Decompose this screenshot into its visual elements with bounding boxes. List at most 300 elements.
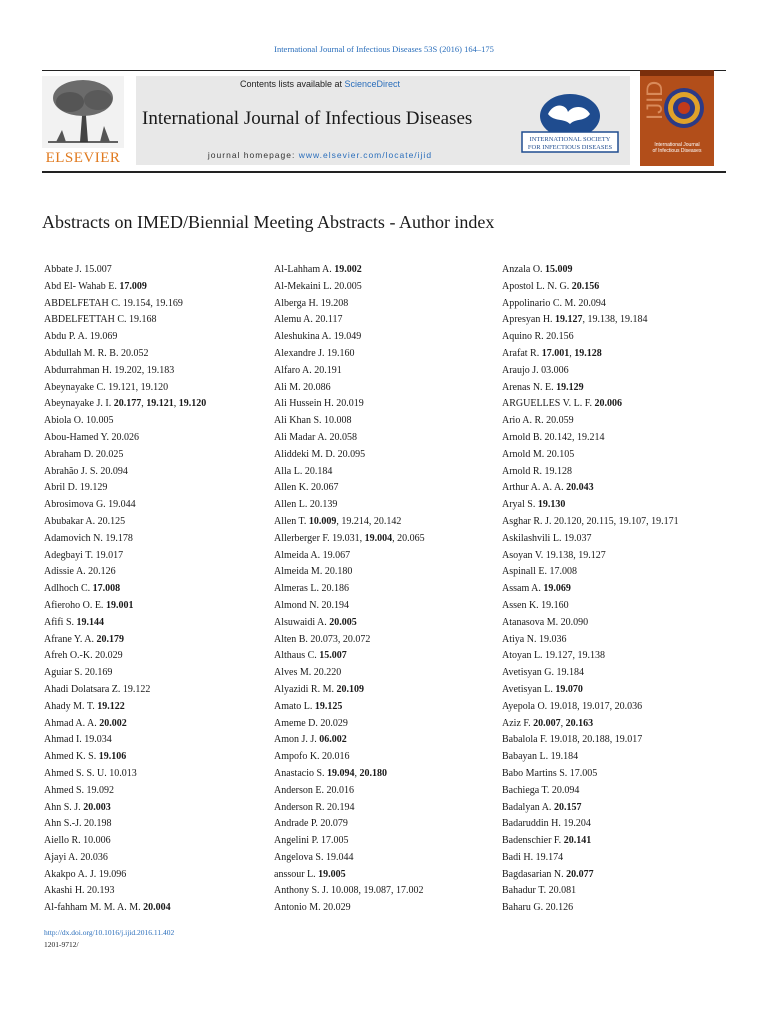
entry-text: Abdullah M. R. B. 20.052 — [44, 347, 149, 359]
entry-text: Babo Martins S. 17.005 — [502, 767, 598, 779]
index-entry — [44, 783, 264, 800]
entry-text: Adamovich N. 19.178 — [44, 532, 133, 544]
abstract-number-bold: 20.163 — [565, 717, 594, 729]
contents-prefix: Contents lists available at — [239, 79, 345, 89]
index-entry — [274, 900, 496, 917]
index-entry — [502, 497, 724, 514]
entry-text: Ahadi Dolatsara Z. 19.122 — [44, 683, 151, 695]
entry-text: , — [354, 767, 360, 779]
isid-society-logo — [518, 92, 622, 154]
entry-text: Aspinall E. 17.008 — [502, 566, 577, 578]
entry-text: Afrane Y. A. — [44, 633, 97, 645]
entry-text: Al-Mekaini L. 20.005 — [274, 280, 362, 292]
index-entry — [44, 850, 264, 867]
index-entry — [274, 749, 496, 766]
index-entry — [44, 464, 264, 481]
entry-text: Avetisyan G. 19.184 — [502, 667, 585, 679]
index-entry — [502, 262, 724, 279]
entry-text: Apresyan H. — [502, 314, 556, 326]
index-entry — [502, 380, 724, 397]
index-entry — [274, 548, 496, 565]
entry-text: Appolinario C. M. 20.094 — [502, 297, 606, 309]
index-entry — [274, 380, 496, 397]
entry-text: Angelova S. 19.044 — [274, 851, 354, 863]
index-entry — [502, 447, 724, 464]
entry-text: Abdurrahman H. 19.202, 19.183 — [44, 364, 175, 376]
entry-text: Alten B. 20.073, 20.072 — [274, 633, 371, 645]
index-entry — [502, 883, 724, 900]
index-entry — [44, 800, 264, 817]
index-entry — [274, 800, 496, 817]
index-entry — [502, 581, 724, 598]
entry-text: Aziz F. — [502, 717, 534, 729]
abstract-number-bold: 20.109 — [336, 683, 364, 695]
abstract-number-bold: 06.002 — [319, 734, 347, 746]
index-entry — [274, 480, 496, 497]
index-entry — [44, 766, 264, 783]
abstract-number-bold: 20.005 — [329, 616, 357, 628]
abstract-number-bold: 20.077 — [566, 868, 594, 880]
index-entry — [502, 598, 724, 615]
abstract-number-bold: 20.004 — [143, 902, 171, 914]
entry-text: Ahmad A. A. — [44, 717, 100, 729]
index-entry — [44, 346, 264, 363]
index-entry — [502, 665, 724, 682]
index-entry — [502, 480, 724, 497]
entry-text: Alves M. 20.220 — [274, 667, 342, 679]
index-entry — [502, 548, 724, 565]
index-entry — [502, 346, 724, 363]
index-entry — [274, 329, 496, 346]
index-entry — [502, 732, 724, 749]
homepage-line — [136, 150, 504, 160]
index-entry — [274, 598, 496, 615]
entry-text: Allerberger F. 19.031, — [274, 532, 365, 544]
index-entry — [44, 531, 264, 548]
entry-text: , 19.138, 19.184 — [582, 314, 648, 326]
abstract-number-bold: 19.121 — [146, 398, 174, 410]
index-entry — [274, 497, 496, 514]
entry-text: Al-Lahham A. — [274, 264, 335, 275]
header-rule-bottom — [42, 171, 726, 173]
entry-text: Ampofo K. 20.016 — [274, 751, 350, 763]
entry-text: Ayepola O. 19.018, 19.017, 20.036 — [502, 700, 643, 712]
index-entry — [502, 833, 724, 850]
entry-text: Ahmed S. S. U. 10.013 — [44, 767, 137, 779]
index-entry — [274, 648, 496, 665]
index-entry — [44, 833, 264, 850]
entry-text: Amato L. — [274, 700, 315, 712]
index-entry — [502, 312, 724, 329]
index-entry — [502, 800, 724, 817]
index-entry — [274, 447, 496, 464]
entry-text: Andrade P. 20.079 — [274, 818, 348, 830]
article-title: Abstracts on IMED/Biennial Meeting Abstracts - Author index — [42, 212, 495, 232]
entry-text: Aliddeki M. D. 20.095 — [274, 448, 366, 460]
entry-text: Alberga H. 19.208 — [274, 297, 349, 309]
index-column-3 — [502, 262, 724, 917]
index-entry — [44, 581, 264, 598]
entry-text: Ahmad I. 19.034 — [44, 734, 112, 746]
index-entry — [502, 430, 724, 447]
abstract-number-bold: 19.004 — [364, 532, 393, 544]
entry-text: Abeynayake C. 19.121, 19.120 — [44, 381, 169, 393]
entry-text: Ali Hussein H. 20.019 — [274, 398, 364, 410]
entry-text: Adissie A. 20.126 — [44, 566, 116, 578]
index-entry — [44, 564, 264, 581]
elsevier-wordmark: ELSEVIER — [45, 150, 121, 166]
index-entry — [274, 312, 496, 329]
index-entry — [502, 329, 724, 346]
index-entry — [274, 833, 496, 850]
entry-text: Adegbayi T. 19.017 — [44, 549, 124, 561]
entry-text: Aleshukina A. 19.049 — [274, 331, 362, 343]
abstract-number-bold: 19.070 — [555, 683, 583, 695]
entry-text: Bagdasarian N. — [502, 868, 567, 880]
abstract-number-bold: 20.007 — [533, 717, 561, 729]
index-entry — [44, 363, 264, 380]
entry-text: ABDELFETTAH C. 19.168 — [44, 314, 157, 326]
abstract-number-bold: 20.006 — [594, 398, 622, 410]
entry-text: Ahn S. J. — [44, 801, 84, 813]
index-entry — [274, 783, 496, 800]
entry-text: Alyazidi R. M. — [274, 683, 337, 695]
index-entry — [274, 464, 496, 481]
index-entry — [274, 766, 496, 783]
index-entry — [274, 850, 496, 867]
abstract-number-bold: 20.141 — [563, 835, 592, 847]
index-entry — [274, 665, 496, 682]
index-entry — [274, 732, 496, 749]
entry-text: Adlhoch C. — [44, 583, 93, 595]
entry-text: Badaruddin H. 19.204 — [502, 818, 591, 830]
entry-text: Babalola F. 19.018, 20.188, 19.017 — [502, 734, 643, 746]
entry-text: ARGUELLES V. L. F. — [502, 398, 595, 410]
entry-text: , — [560, 717, 566, 729]
index-entry — [502, 648, 724, 665]
index-entry — [44, 514, 264, 531]
entry-text: Abbate J. 15.007 — [44, 264, 112, 275]
index-entry — [502, 749, 724, 766]
abstract-number-bold: 15.009 — [545, 264, 573, 275]
index-entry — [502, 699, 724, 716]
abstract-number-bold: 20.043 — [566, 482, 594, 494]
index-entry — [44, 716, 264, 733]
index-entry — [274, 262, 496, 279]
entry-text: Aquino R. 20.156 — [502, 331, 574, 343]
abstract-number-bold: 17.008 — [92, 583, 121, 595]
abstract-number-bold: 19.120 — [178, 398, 207, 410]
abstract-number-bold: 20.179 — [96, 633, 124, 645]
index-entry — [44, 329, 264, 346]
entry-text: Abraham D. 20.025 — [44, 448, 124, 460]
index-entry — [502, 514, 724, 531]
index-entry — [274, 363, 496, 380]
entry-text: Atanasova M. 20.090 — [502, 616, 589, 628]
index-entry — [274, 514, 496, 531]
index-entry — [274, 615, 496, 632]
index-entry — [274, 564, 496, 581]
entry-text: Ajayi A. 20.036 — [44, 851, 108, 863]
entry-text: , — [141, 398, 147, 410]
abstract-number-bold: 20.002 — [99, 717, 127, 729]
index-entry — [274, 430, 496, 447]
sciencedirect-link[interactable]: ScienceDirect — [344, 79, 401, 89]
index-entry — [274, 396, 496, 413]
abstract-number-bold: 19.069 — [543, 583, 571, 595]
index-entry — [502, 531, 724, 548]
entry-text: Aiello R. 10.006 — [44, 835, 111, 847]
index-entry — [274, 413, 496, 430]
entry-text: Arthur A. A. A. — [502, 482, 567, 494]
entry-text: , — [173, 398, 179, 410]
entry-text: Abrosimova G. 19.044 — [44, 499, 136, 511]
entry-text: Ameme D. 20.029 — [274, 717, 348, 729]
entry-text: Almond N. 20.194 — [274, 599, 349, 611]
index-entry — [44, 816, 264, 833]
index-entry — [44, 413, 264, 430]
header-rule-top — [42, 70, 726, 71]
entry-text: Ali Madar A. 20.058 — [274, 431, 358, 443]
abstract-number-bold: 19.127 — [555, 314, 583, 326]
cover-title-line-1: International Journal — [654, 142, 700, 148]
entry-text: Almeida M. 20.180 — [274, 566, 353, 578]
entry-text: Anderson E. 20.016 — [274, 784, 354, 796]
index-entry — [274, 883, 496, 900]
index-entry — [44, 480, 264, 497]
index-entry — [44, 497, 264, 514]
abstract-number-bold: 10.009 — [308, 515, 337, 527]
entry-text: Almeida A. 19.067 — [274, 549, 351, 561]
abstract-number-bold: 20.003 — [83, 801, 111, 813]
entry-text: Allen T. — [274, 515, 309, 527]
entry-text: Atiya N. 19.036 — [502, 633, 567, 645]
index-entry — [44, 430, 264, 447]
entry-text: Arnold M. 20.105 — [502, 448, 575, 460]
contents-line — [136, 79, 504, 89]
abstract-number-bold: 20.156 — [571, 280, 600, 292]
index-entry — [502, 682, 724, 699]
entry-text: Aryal S. — [502, 499, 538, 511]
index-entry — [274, 279, 496, 296]
index-entry — [502, 296, 724, 313]
entry-text: Alexandre J. 19.160 — [274, 347, 355, 359]
index-entry — [502, 716, 724, 733]
abstract-number-bold: 19.144 — [76, 616, 104, 628]
entry-text: , 19.214, 20.142 — [336, 515, 402, 527]
entry-text: Alla L. 20.184 — [274, 465, 333, 477]
index-entry — [44, 632, 264, 649]
entry-text: Asoyan V. 19.138, 19.127 — [502, 549, 606, 561]
index-entry — [274, 816, 496, 833]
abstract-number-bold: 17.001 — [541, 347, 570, 359]
doi-link[interactable]: http://dx.doi.org/10.1016/j.ijid.2016.11.402 — [44, 928, 175, 937]
entry-text: Babayan L. 19.184 — [502, 751, 579, 763]
entry-text: Ali Khan S. 10.008 — [274, 415, 352, 427]
cover-title-line-2: of Infectious Diseases — [652, 148, 702, 154]
entry-text: , 20.065 — [392, 532, 425, 544]
abstract-number-bold: 19.128 — [574, 347, 602, 359]
entry-text: Arafat R. — [502, 347, 542, 359]
entry-text: Alsuwaidi A. — [274, 616, 330, 628]
homepage-link[interactable]: www.elsevier.com/locate/ijid — [298, 150, 433, 160]
entry-text: Arenas N. E. — [502, 381, 557, 393]
index-entry — [502, 867, 724, 884]
index-entry — [502, 615, 724, 632]
entry-text: Abd El- Wahab E. — [44, 280, 120, 292]
issn-text: 1201-9712/ — [44, 940, 79, 949]
entry-text: Ahmed S. 19.092 — [44, 784, 114, 796]
entry-text: Antonio M. 20.029 — [274, 902, 351, 914]
index-entry — [502, 783, 724, 800]
index-entry — [44, 682, 264, 699]
abstract-number-bold: 19.130 — [537, 499, 566, 511]
index-entry — [502, 413, 724, 430]
entry-text: Ahady M. T. — [44, 700, 98, 712]
index-entry — [44, 699, 264, 716]
entry-text: Bahadur T. 20.081 — [502, 885, 577, 897]
abstract-number-bold: 19.094 — [327, 767, 355, 779]
homepage-prefix: journal homepage: — [207, 150, 299, 160]
entry-text: Allen K. 20.067 — [274, 482, 339, 494]
abstract-number-bold: 19.125 — [314, 700, 343, 712]
abstract-number-bold: 19.002 — [334, 264, 362, 275]
entry-text: Althaus C. — [274, 650, 320, 662]
entry-text: Abou-Hamed Y. 20.026 — [44, 431, 139, 443]
index-entry — [44, 380, 264, 397]
entry-text: Avetisyan L. — [502, 683, 556, 695]
entry-text: Asghar R. J. 20.120, 20.115, 19.107, 19.171 — [502, 515, 679, 527]
index-column-2 — [274, 262, 496, 917]
index-entry — [274, 867, 496, 884]
index-entry — [502, 900, 724, 917]
index-entry — [502, 396, 724, 413]
entry-text: Afifi S. — [44, 616, 77, 628]
index-entry — [502, 464, 724, 481]
entry-text: Allen L. 20.139 — [274, 499, 338, 511]
entry-text: Assen K. 19.160 — [502, 599, 569, 611]
index-entry — [274, 346, 496, 363]
entry-text: Afieroho O. E. — [44, 599, 106, 611]
entry-text: Badi H. 19.174 — [502, 851, 564, 863]
index-entry — [44, 867, 264, 884]
entry-text: Ahn S.-J. 20.198 — [44, 818, 112, 830]
entry-text: Akashi H. 20.193 — [44, 885, 115, 897]
entry-text: , — [569, 347, 575, 359]
entry-text: Abril D. 19.129 — [44, 482, 108, 494]
index-entry — [44, 548, 264, 565]
index-entry — [44, 749, 264, 766]
index-entry — [44, 279, 264, 296]
index-entry — [44, 598, 264, 615]
entry-text: Bachiega T. 20.094 — [502, 784, 580, 796]
svg-text:IJID: IJID — [642, 80, 667, 120]
entry-text: ABDELFETAH C. 19.154, 19.169 — [44, 297, 183, 309]
index-entry — [44, 447, 264, 464]
abstract-number-bold: 19.001 — [105, 599, 134, 611]
entry-text: Badenschier F. — [502, 835, 564, 847]
abstract-number-bold: 15.007 — [319, 650, 347, 662]
journal-title: International Journal of Infectious Diseases — [142, 108, 473, 129]
entry-text: Abrahão J. S. 20.094 — [44, 465, 128, 477]
entry-text: Angelini P. 17.005 — [274, 835, 349, 847]
entry-text: Anderson R. 20.194 — [274, 801, 355, 813]
entry-text: Almeras L. 20.186 — [274, 583, 349, 595]
journal-cover-image — [640, 70, 714, 166]
entry-text: Akakpo A. J. 19.096 — [44, 868, 127, 880]
index-entry — [274, 296, 496, 313]
index-entry — [44, 262, 264, 279]
entry-text: Arnold R. 19.128 — [502, 465, 572, 477]
abstract-number-bold: 17.009 — [119, 280, 147, 292]
abstract-number-bold: 19.129 — [556, 381, 584, 393]
abstract-number-bold: 19.122 — [97, 700, 125, 712]
abstract-number-bold: 19.005 — [318, 868, 346, 880]
index-entry — [274, 716, 496, 733]
entry-text: Badalyan A. — [502, 801, 554, 813]
entry-text: Anastacio S. — [274, 767, 328, 779]
index-entry — [502, 816, 724, 833]
index-entry — [274, 632, 496, 649]
index-entry — [44, 732, 264, 749]
entry-text: Alfaro A. 20.191 — [274, 364, 342, 376]
entry-text: Baharu G. 20.126 — [502, 902, 574, 914]
entry-text: Aguiar S. 20.169 — [44, 667, 113, 679]
index-entry — [502, 766, 724, 783]
index-entry — [44, 296, 264, 313]
index-entry — [274, 581, 496, 598]
entry-text: Abdu P. A. 19.069 — [44, 331, 118, 343]
society-logo-line-2: FOR INFECTIOUS DISEASES — [527, 144, 613, 151]
index-entry — [502, 850, 724, 867]
abstract-number-bold: 20.157 — [553, 801, 582, 813]
entry-text: Araujo J. 03.006 — [502, 364, 569, 376]
entry-text: Ahmed K. S. — [44, 751, 99, 763]
entry-text: Assam A. — [502, 583, 544, 595]
index-entry — [502, 632, 724, 649]
entry-text: Anthony S. J. 10.008, 19.087, 17.002 — [274, 885, 424, 897]
entry-text: Arnold B. 20.142, 19.214 — [502, 431, 605, 443]
index-entry — [44, 396, 264, 413]
entry-text: Amon J. J. — [274, 734, 320, 746]
entry-text: Abeynayake J. I. — [44, 398, 114, 410]
entry-text: Afreh O.-K. 20.029 — [44, 650, 123, 662]
index-entry — [274, 531, 496, 548]
abstract-number-bold: 20.177 — [113, 398, 142, 410]
index-entry — [44, 900, 264, 917]
entry-text: Atoyan L. 19.127, 19.138 — [502, 650, 606, 662]
entry-text: Askilashvili L. 19.037 — [502, 532, 592, 544]
entry-text: anssour L. — [274, 868, 319, 880]
index-entry — [44, 648, 264, 665]
entry-text: Al-fahham M. M. A. M. — [44, 902, 144, 914]
entry-text: Ario A. R. 20.059 — [502, 415, 574, 427]
index-entry — [44, 312, 264, 329]
society-logo-line-1: INTERNATIONAL SOCIETY — [529, 136, 611, 143]
index-entry — [274, 682, 496, 699]
cover-artwork — [640, 70, 714, 166]
journal-reference-link[interactable]: International Journal of Infectious Diseases 53S (2016) 164–175 — [274, 44, 494, 54]
index-entry — [44, 615, 264, 632]
index-entry — [502, 279, 724, 296]
entry-text: Ali M. 20.086 — [274, 381, 331, 393]
index-entry — [502, 564, 724, 581]
index-entry — [502, 363, 724, 380]
entry-text: Anzala O. — [502, 264, 546, 275]
index-entry — [44, 665, 264, 682]
abstract-number-bold: 20.180 — [359, 767, 388, 779]
entry-text: Abubakar A. 20.125 — [44, 515, 126, 527]
